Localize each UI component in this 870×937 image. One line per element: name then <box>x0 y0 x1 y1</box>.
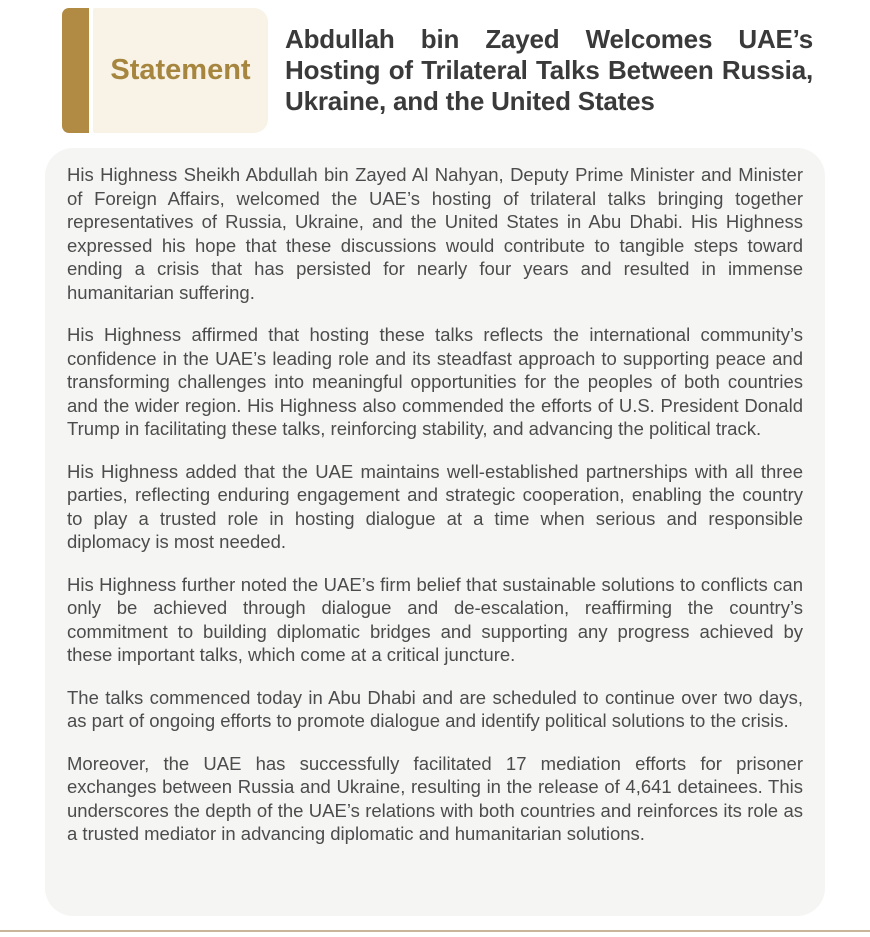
badge-body <box>93 8 268 133</box>
statement-paragraph: His Highness Sheikh Abdullah bin Zayed Al Nahyan, Deputy Prime Minister and Minister of Foreign Affairs, welcomed the UAE’s hosting of trilateral talks bringing together representatives of Russia, Ukraine, and the United States in Abu Dhabi. His Highness expressed his hope that these discussions would contribute to tangible steps toward ending a crisis that has persisted for nearly four years and resulted in immense humanitarian suffering. <box>67 164 803 303</box>
bottom-divider <box>0 930 870 932</box>
statement-paragraph: His Highness further noted the UAE’s firm belief that sustainable solutions to conflicts can only be achieved through dialogue and de-escalation, reaffirming the country’s commitment to building diplomatic bridges and supporting any progress achieved by these important talks, which come at a critical juncture. <box>67 573 803 665</box>
statement-title: Abdullah bin Zayed Welcomes UAE’s Hosting of Trilateral Talks Between Russia, Ukraine, and the United States <box>285 24 813 116</box>
statement-paragraph: The talks commenced today in Abu Dhabi and are scheduled to continue over two days, as part of ongoing efforts to promote dialogue and identify political solutions to the crisis. <box>67 686 803 731</box>
statement-paragraph: Moreover, the UAE has successfully facilitated 17 mediation efforts for prisoner exchanges between Russia and Ukraine, resulting in the release of 4,641 detainees. This underscores the depth of the UAE’s relations with both countries and reinforces its role as a trusted mediator in advancing diplomatic and humanitarian solutions. <box>67 752 803 844</box>
statement-paragraph: His Highness added that the UAE maintains well-established partnerships with all three parties, reflecting enduring engagement and strategic cooperation, enabling the country to play a trusted role in hosting dialogue at a time when serious and responsible diplomacy is most needed. <box>67 460 803 552</box>
badge-accent-bar <box>62 8 89 133</box>
statement-badge <box>62 8 268 133</box>
statement-paragraph: His Highness affirmed that hosting these talks reflects the international community’s confidence in the UAE’s leading role and its steadfast approach to supporting peace and transforming challenges into meaningful opportunities for the peoples of both countries and the wider region. His Highness also commended the efforts of U.S. President Donald Trump in facilitating these talks, reinforcing stability, and advancing the political track. <box>67 324 803 439</box>
statement-body-card <box>45 148 825 916</box>
badge-label: Statement <box>110 54 251 86</box>
